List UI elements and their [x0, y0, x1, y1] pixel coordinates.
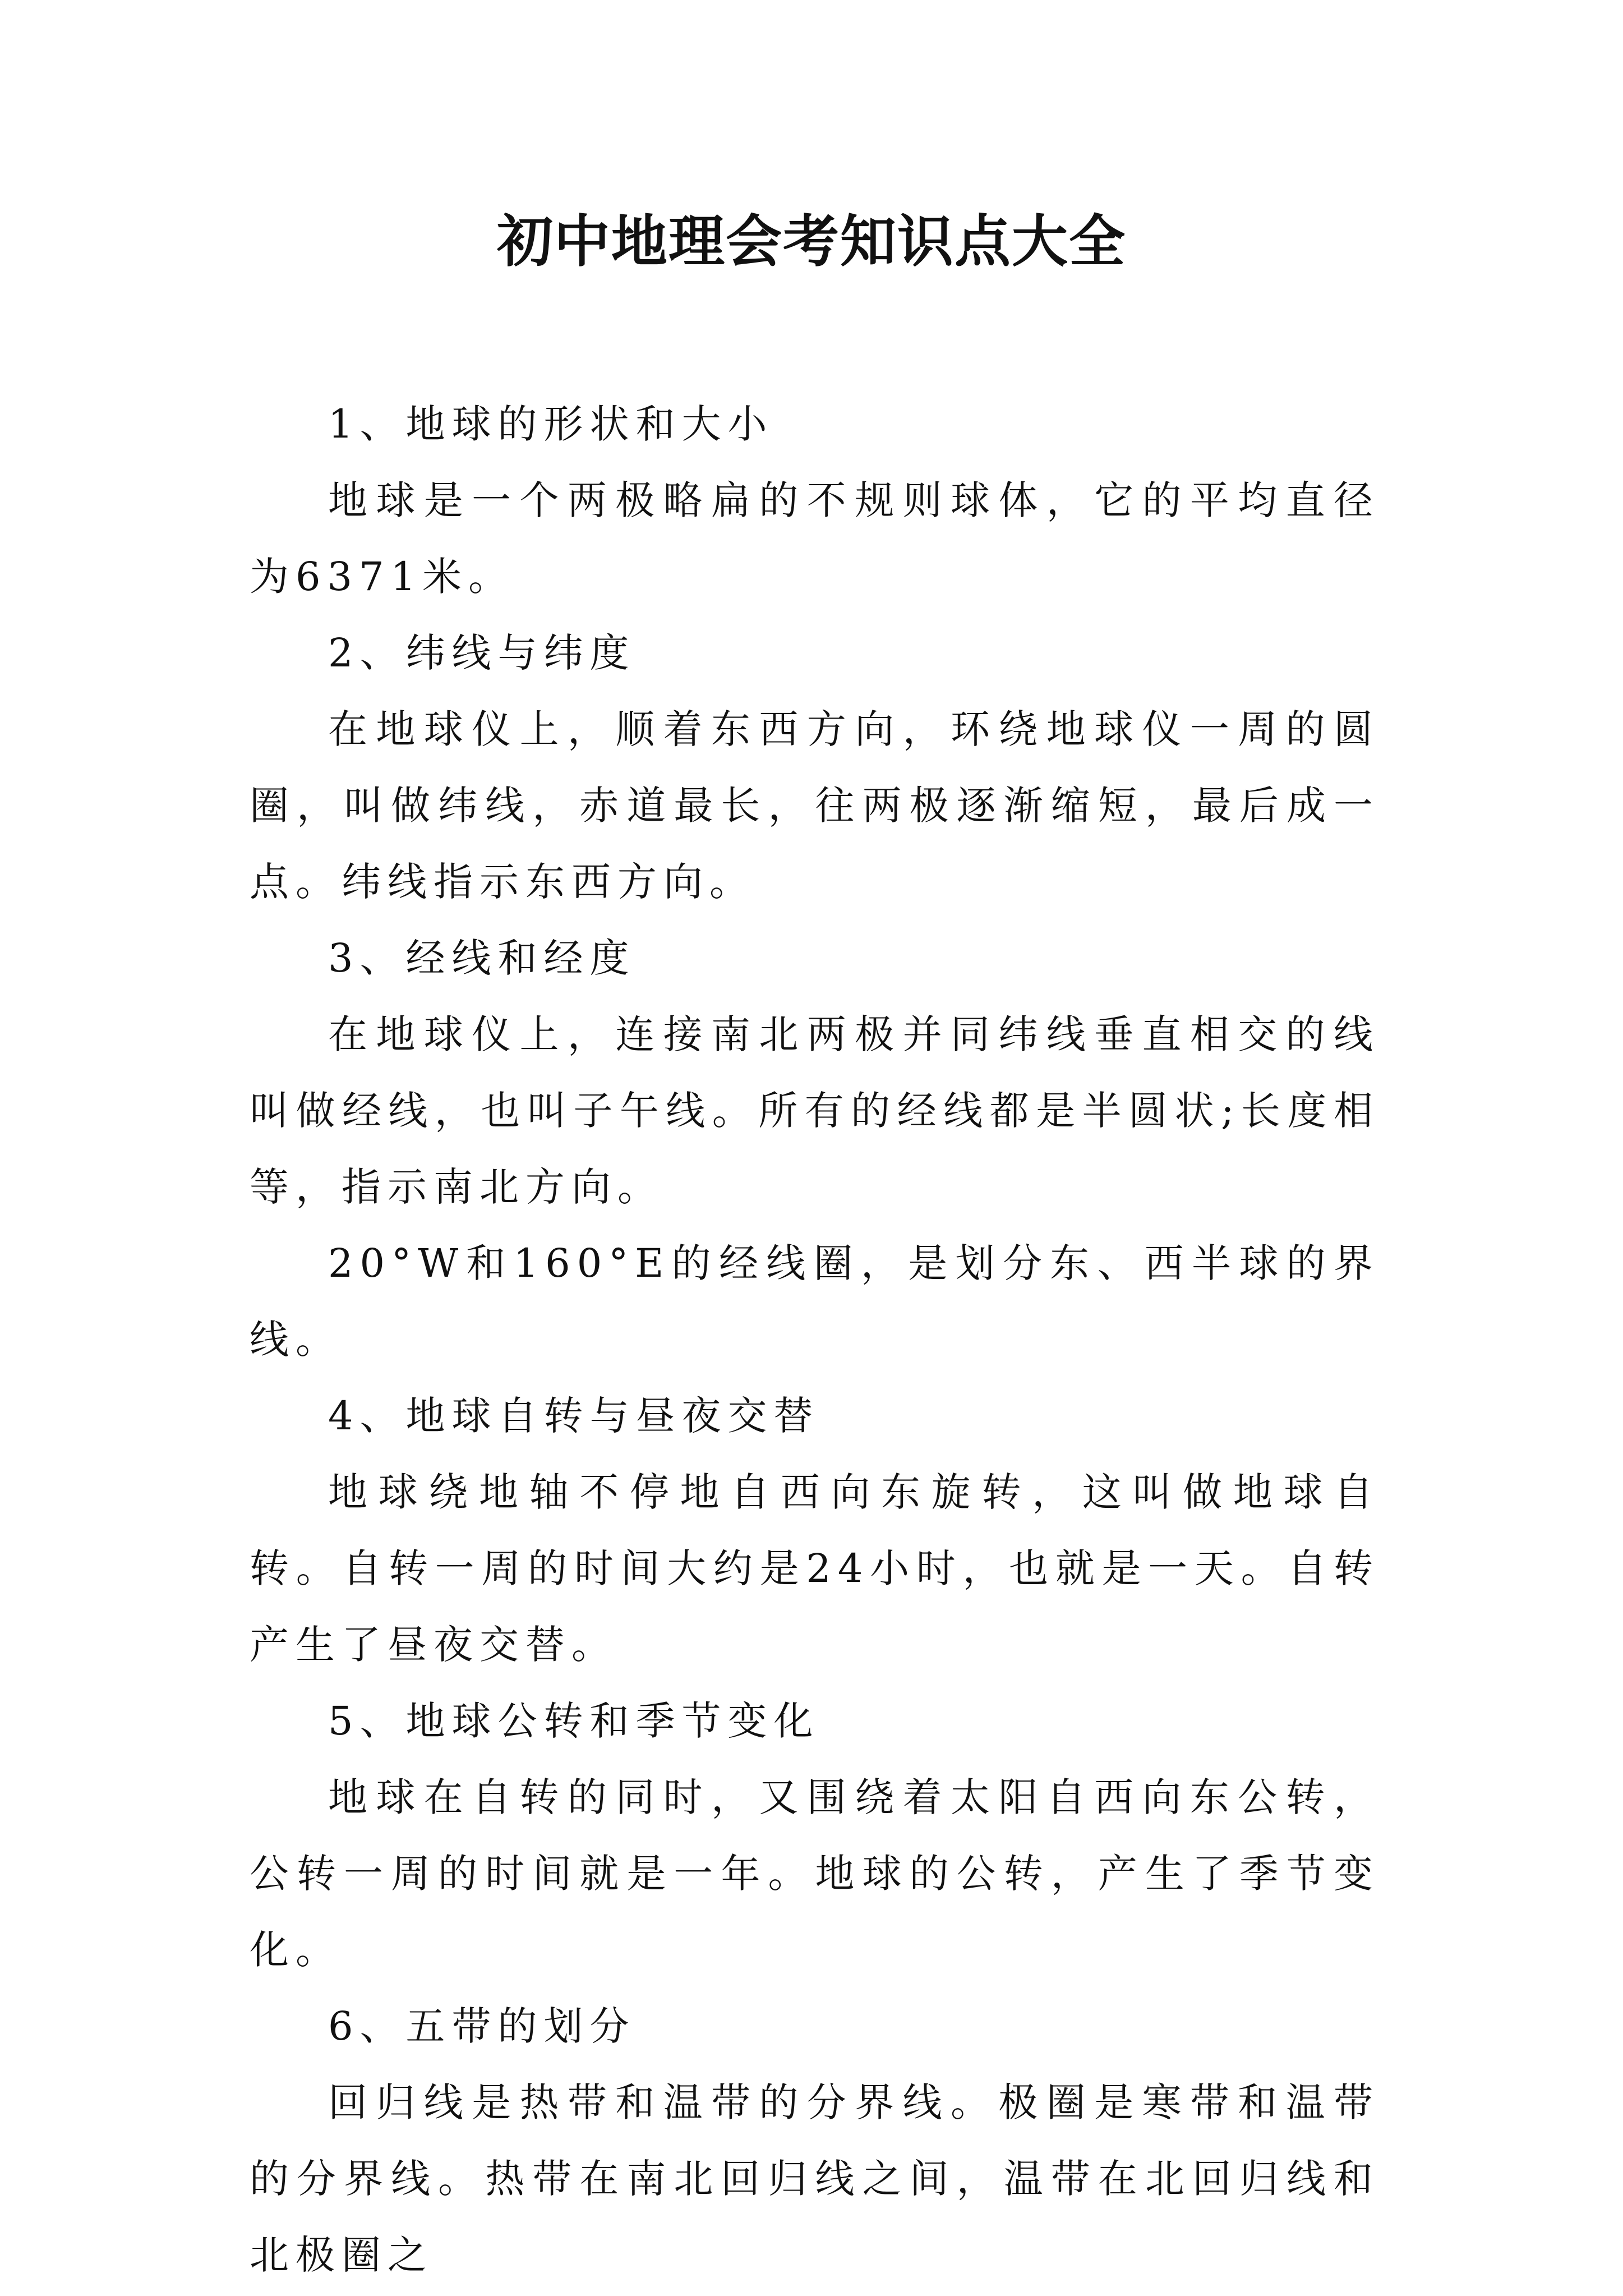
- document-body: [250, 386, 1380, 2293]
- section-heading: 1、地球的形状和大小: [328, 401, 774, 447]
- paragraph: 20°W和160°E的经线圈，是划分东、西半球的界线。: [250, 1240, 1380, 1363]
- paragraph: 地球是一个两极略扁的不规则球体，它的平均直径为6371米。: [250, 477, 1380, 600]
- section-heading: 6、五带的划分: [328, 2003, 636, 2049]
- paragraph: 地球在自转的同时，又围绕着太阳自西向东公转，公转一周的时间就是一年。地球的公转，产生了季节变化。: [250, 1774, 1380, 1973]
- section-heading: 2、纬线与纬度: [328, 630, 636, 676]
- section-heading: 4、地球自转与昼夜交替: [328, 1393, 820, 1439]
- paragraph: 地球绕地轴不停地自西向东旋转，这叫做地球自转。自转一周的时间大约是24小时，也就是一天。自转产生了昼夜交替。: [250, 1469, 1380, 1668]
- paragraph: 回归线是热带和温带的分界线。极圈是寒带和温带的分界线。热带在南北回归线之间，温带在北回归线和北极圈之: [250, 2079, 1380, 2278]
- paragraph: 在地球仪上，顺着东西方向，环绕地球仪一周的圆圈，叫做纬线，赤道最长，往两极逐渐缩短，最后成一点。纬线指示东西方向。: [250, 706, 1380, 905]
- section-heading: 5、地球公转和季节变化: [328, 1698, 820, 1744]
- paragraph: 在地球仪上，连接南北两极并同纬线垂直相交的线叫做经线，也叫子午线。所有的经线都是半圆状;长度相等，指示南北方向。: [250, 1011, 1380, 1210]
- document-title: 初中地理会考知识点大全: [497, 208, 1126, 274]
- section-heading: 3、经线和经度: [328, 935, 636, 981]
